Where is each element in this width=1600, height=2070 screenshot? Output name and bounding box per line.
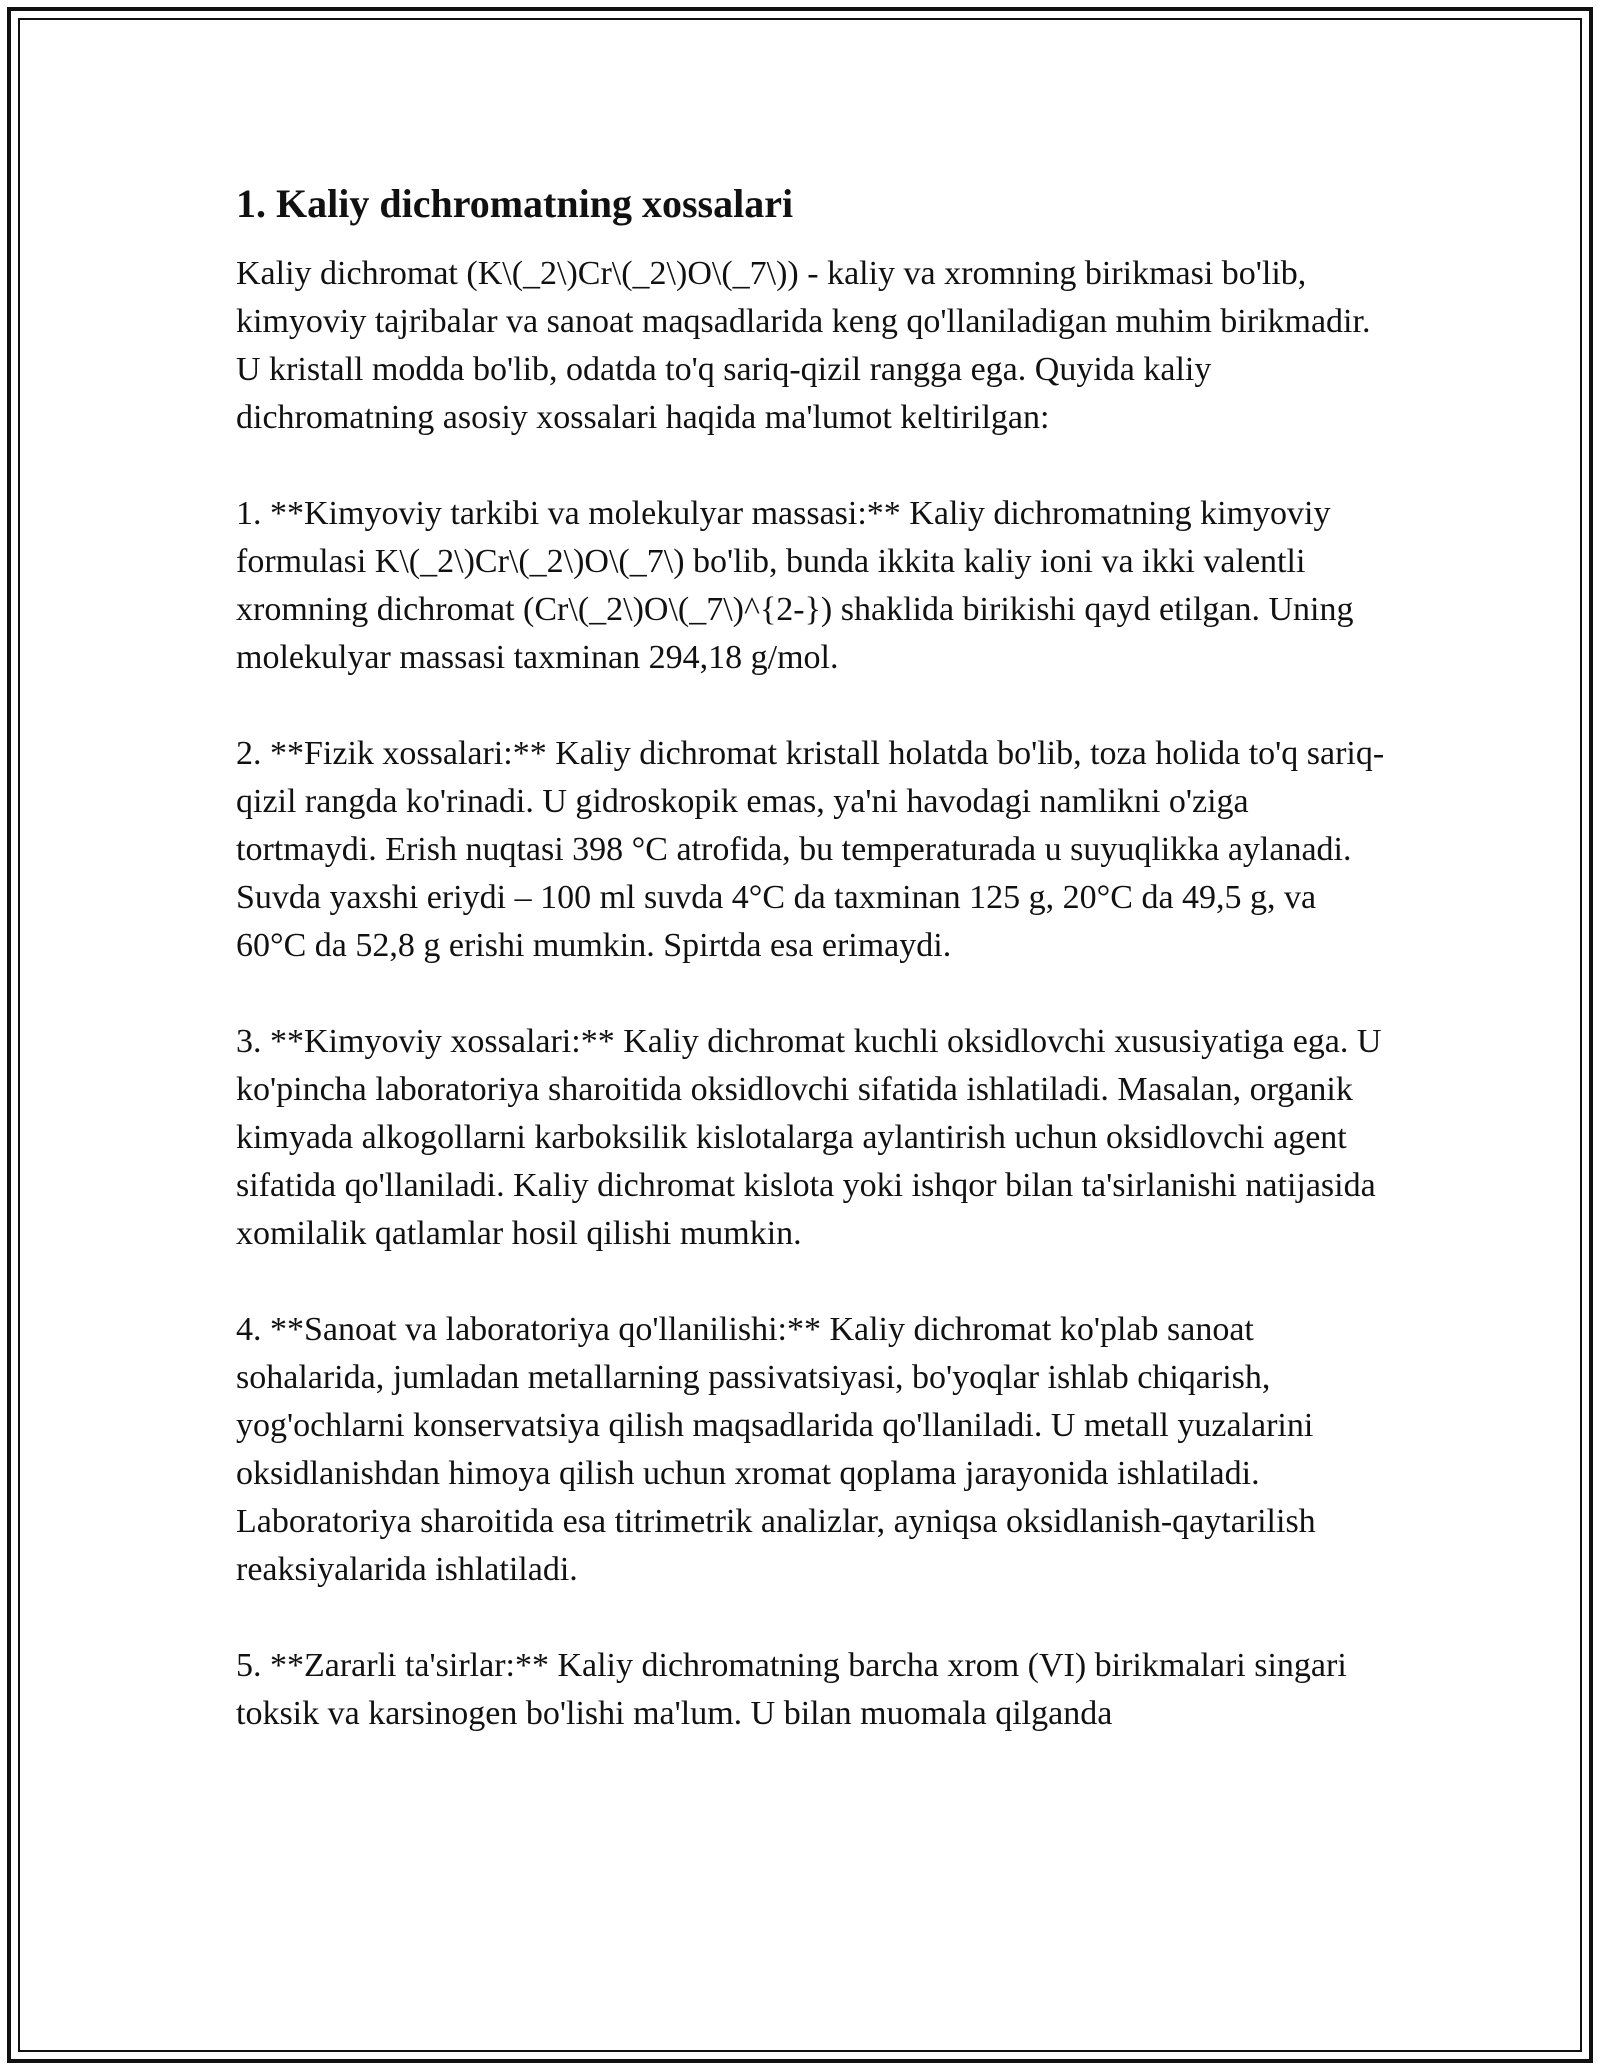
section-heading: 1. Kaliy dichromatning xossalari <box>236 181 794 226</box>
paragraph-industrial-use: 4. **Sanoat va laboratoriya qo'llanilishi:** Kaliy dichromat ko'plab sanoat sohalarida, jumladan metallarning passivatsiyasi, bo'yoqlar ishlab chiqarish, yog'ochlarni konservatsiya qilish maqsadlarida qo'llaniladi. U metall yuzalarini oksidlanishdan himoya qilish uchun xromat qoplama jarayonida ishlatiladi. Laboratoriya sharoitida esa titrimetrik analizlar, ayniqsa oksidlanish-qaytarilish reaksiyalarida ishlatiladi. <box>236 1311 1316 1588</box>
paragraph-harmful-effects: 5. **Zararli ta'sirlar:** Kaliy dichromatning barcha xrom (VI) birikmalari singari toksik va karsinogen bo'lishi ma'lum. U bilan muomala qilganda <box>236 1647 1347 1732</box>
paragraph-physical-properties: 2. **Fizik xossalari:** Kaliy dichromat kristall holatda bo'lib, toza holida to'q sariq-qizil rangda ko'rinadi. U gidroskopik emas, ya'ni havodagi namlikni o'ziga tortmaydi. Erish nuqtasi 398 °C atrofida, bu temperaturada u suyuqlikka aylanadi. Suvda yaxshi eriydi – 100 ml suvda 4°C da taxminan 125 g, 20°C da 49,5 g, va 60°C da 52,8 g erishi mumkin. Spirtda esa erimaydi. <box>236 735 1385 964</box>
document-body <box>236 178 1386 1786</box>
paragraph-chemical-properties: 3. **Kimyoviy xossalari:** Kaliy dichromat kuchli oksidlovchi xususiyatiga ega. U ko'pincha laboratoriya sharoitida oksidlovchi sifatida ishlatiladi. Masalan, organik kimyada alkogollarni karboksilik kislotalarga aylantirish uchun oksidlovchi agent sifatida qo'llaniladi. Kaliy dichromat kislota yoki ishqor bilan ta'sirlanishi natijasida xomilalik qatlamlar hosil qilishi mumkin. <box>236 1023 1382 1252</box>
intro-paragraph: Kaliy dichromat (K\(_2\)Cr\(_2\)O\(_7\)) - kaliy va xromning birikmasi bo'lib, kimyoviy tajribalar va sanoat maqsadlarida keng qo'llaniladigan muhim birikmadir. U kristall modda bo'lib, odatda to'q sariq-qizil rangga ega. Quyida kaliy dichromatning asosiy xossalari haqida ma'lumot keltirilgan: <box>236 255 1371 436</box>
paragraph-chemical-composition: 1. **Kimyoviy tarkibi va molekulyar massasi:** Kaliy dichromatning kimyoviy formulasi K\(_2\)Cr\(_2\)O\(_7\) bo'lib, bunda ikkita kaliy ioni va ikki valentli xromning dichromat (Cr\(_2\)O\(_7\)^{2-}) shaklida birikishi qayd etilgan. Uning molekulyar massasi taxminan 294,18 g/mol. <box>236 495 1354 676</box>
